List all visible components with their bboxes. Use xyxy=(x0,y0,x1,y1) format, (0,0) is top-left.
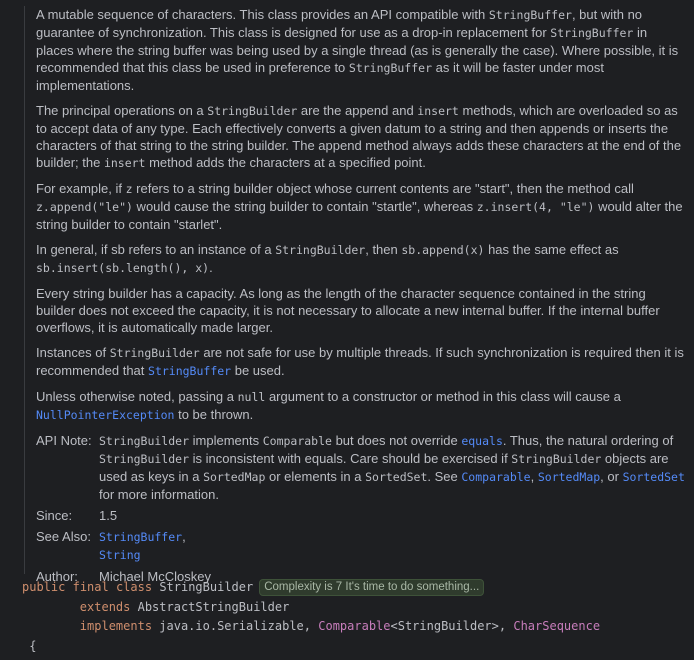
author-label: Author: xyxy=(36,569,78,584)
text-span: For example, if xyxy=(36,181,126,196)
text-span: Every string builder has a capacity. As long as the length of the character sequence contained in the string builder does not exceed the capacity, it is not necessary to allocate a new internal buffer. If the internal buffer overflows, it is automatically made larger. xyxy=(36,286,660,335)
doc-paragraph-5 xyxy=(36,285,688,336)
text-span: . See xyxy=(427,469,462,484)
text-span: . xyxy=(209,260,213,275)
doc-link[interactable]: NullPointerException xyxy=(36,408,175,422)
text-span: , xyxy=(530,469,538,484)
code-editor-declaration[interactable] xyxy=(22,578,690,656)
doc-paragraph-2 xyxy=(36,102,688,172)
code-span: insert xyxy=(417,104,459,118)
text-span: in places where the string buffer was being used by a single thread (as is generally the case). Where possible, it is recommended that this class be used in preference to xyxy=(36,25,679,75)
code-span: StringBuilder xyxy=(99,452,190,466)
comma: , xyxy=(303,619,312,633)
doc-paragraph-4 xyxy=(36,241,688,277)
code-span: StringBuffer xyxy=(488,8,572,22)
text-span: but does not override xyxy=(331,433,462,448)
text-span: Unless otherwise noted, passing a xyxy=(36,389,238,404)
code-span: StringBuilder xyxy=(99,434,190,448)
code-span: StringBuffer xyxy=(348,61,432,75)
text-span: would alter the string builder to contain "starlet". xyxy=(36,199,683,232)
public-keyword: public xyxy=(22,580,66,594)
code-span: z.insert(4, "le") xyxy=(476,200,595,214)
code-span: insert xyxy=(103,156,146,170)
text-span: method adds the characters at a specified point. xyxy=(145,155,426,170)
text-span: are not safe for use by multiple threads. If such synchronization is required then it is recommended that xyxy=(36,345,684,378)
text-span: for more information. xyxy=(99,487,219,502)
text-span: objects are used as keys in a xyxy=(99,451,669,484)
doc-paragraph-6 xyxy=(36,344,688,380)
text-span: methods, which are overloaded so as to accept data of any type. Each effectively converts a given datum to a string and then appends or inserts the characters of that string to the string builder. The append method always adds these characters at the end of the builder; the xyxy=(36,103,682,170)
text-span: . Thus, the natural ordering of xyxy=(502,433,674,448)
text-span: is inconsistent with equals. Care should be exercised if xyxy=(189,451,512,466)
since-row xyxy=(36,507,688,524)
text-span: argument to a constructor or method in this class will cause a xyxy=(265,389,621,404)
doc-paragraph-1 xyxy=(36,6,688,94)
api-note-text xyxy=(99,432,688,503)
text-span: refers to a string builder object whose current contents are "start", then the method call xyxy=(132,181,634,196)
final-keyword: final xyxy=(72,580,109,594)
doc-paragraph-7 xyxy=(36,388,688,424)
text-span: be used. xyxy=(231,363,285,378)
code-span: z xyxy=(125,182,133,196)
text-span: , then xyxy=(365,242,402,257)
since-label: Since: xyxy=(36,508,73,523)
code-span: z.append("le") xyxy=(36,200,133,214)
text-span: are the append and xyxy=(297,103,418,118)
code-span: Comparable xyxy=(262,434,332,448)
code-span: SortedSet xyxy=(365,470,428,484)
doc-link[interactable]: StringBuffer xyxy=(148,364,232,378)
text-span: or elements in a xyxy=(265,469,366,484)
author-value: Michael McCloskey xyxy=(99,569,211,584)
interface-charsequence[interactable]: CharSequence xyxy=(513,619,601,633)
code-span: SortedMap xyxy=(203,470,266,484)
code-span: null xyxy=(237,390,266,404)
interface-serializable[interactable]: java.io.Serializable xyxy=(159,619,304,633)
code-span: StringBuffer xyxy=(550,26,634,40)
code-span: StringBuilder xyxy=(207,104,298,118)
see-also-label: See Also: xyxy=(36,529,91,544)
text-span: , but with no guarantee of synchronization. This class is designed for use as a drop-in replacement for xyxy=(36,7,643,40)
implements-keyword: implements xyxy=(79,619,153,633)
text-span: implements xyxy=(189,433,263,448)
code-span: StringBuilder xyxy=(109,346,200,360)
see-also-row xyxy=(36,528,688,564)
class-name[interactable]: StringBuilder xyxy=(159,580,254,594)
doc-link[interactable]: equals xyxy=(461,434,503,448)
open-brace: { xyxy=(29,638,37,653)
since-value: 1.5 xyxy=(99,508,118,523)
superclass-name[interactable]: AbstractStringBuilder xyxy=(137,599,290,614)
code-span: StringBuilder xyxy=(511,452,602,466)
text-span: to be thrown. xyxy=(174,407,254,422)
api-note-label: API Note: xyxy=(36,433,92,448)
see-also-stringbuffer-link[interactable]: StringBuffer xyxy=(99,530,183,544)
text-span: A mutable sequence of characters. This class provides an API compatible with xyxy=(36,7,489,22)
text-span: In general, if sb refers to an instance of a xyxy=(36,242,276,257)
generic-close: > xyxy=(491,619,499,633)
generic-argument[interactable]: StringBuilder xyxy=(397,619,492,633)
generic-open: < xyxy=(390,619,398,633)
see-also-separator: , xyxy=(182,529,186,544)
text-span: has the same effect as xyxy=(484,242,619,257)
class-keyword: class xyxy=(115,580,153,594)
text-span: The principal operations on a xyxy=(36,103,208,118)
api-note-row xyxy=(36,432,688,503)
comma: , xyxy=(498,619,507,633)
doc-link[interactable]: SortedMap xyxy=(537,470,601,484)
interface-comparable[interactable]: Comparable xyxy=(318,619,391,633)
text-span: as it will be faster under most implementations. xyxy=(36,60,604,93)
code-span: sb.insert(sb.length(), x) xyxy=(36,261,210,275)
text-span: would cause the string builder to contain "startle", whereas xyxy=(132,199,477,214)
see-also-values xyxy=(99,528,688,564)
doc-link[interactable]: SortedSet xyxy=(622,470,685,484)
text-span: , or xyxy=(600,469,623,484)
doc-tags xyxy=(36,432,688,585)
javadoc-popup xyxy=(24,6,688,584)
extends-keyword: extends xyxy=(79,599,131,614)
complexity-hint-badge[interactable]: Complexity is 7 It's time to do something... xyxy=(259,579,484,596)
doc-link[interactable]: Comparable xyxy=(461,470,531,484)
code-span: StringBuilder xyxy=(275,243,366,257)
see-also-string-link[interactable]: String xyxy=(99,548,141,562)
text-span: Instances of xyxy=(36,345,110,360)
code-span: sb.append(x) xyxy=(401,243,485,257)
doc-paragraph-3 xyxy=(36,180,688,233)
